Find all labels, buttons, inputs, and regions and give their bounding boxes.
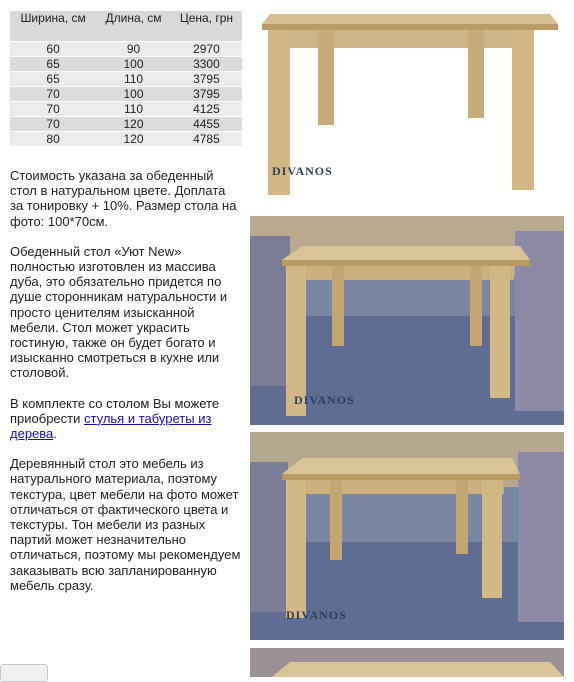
cell-price: 4125 [171,102,242,116]
cell-length: 90 [96,42,171,56]
price-table [10,10,242,147]
cell-length: 110 [96,72,171,86]
cell-width: 80 [10,132,96,146]
table-row [10,72,242,86]
cell-price: 4785 [171,132,242,146]
cell-width: 70 [10,117,96,131]
photo-watermark: DIVANOS [294,393,355,407]
accessories-end: . [53,426,57,442]
cell-price: 4455 [171,117,242,131]
cell-price: 3300 [171,57,242,71]
table-row [10,87,242,101]
scroll-control[interactable] [0,664,48,682]
material-note: Деревянный стол это мебель из натурального материала, поэтому текстура, цвет мебели на фото может отличаться от фактического цвета и текстуры. Тон мебели из разных партий может незначительно отличаться, поэтому мы рекомендуем заказывать всю запланированную мебель сразу. [10,456,241,593]
product-about: Обеденный стол «Уют New» полностью изготовлен из массива дуба, это обязательно придется по душе сторонникам натуральности и просто ценителям изысканной мебели. Стол может украсить гостиную, также он будет богато и изысканно смотреться в кухне или столовой. [10,243,228,381]
photo-watermark: DIVANOS [286,608,347,622]
cell-length: 120 [96,132,171,146]
cell-width: 70 [10,87,96,101]
photo-watermark: DIVANOS [272,164,333,178]
cell-width: 65 [10,72,96,86]
room-illustration [250,648,564,677]
accessories-note [10,396,242,442]
price-note: Стоимость указана за обеденный стол в натуральном цвете. Доплата за тонировку + 10%. Размер стола на фото: 100*70см. [10,168,237,229]
cell-length: 110 [96,102,171,116]
table-row [10,42,242,56]
cell-length: 100 [96,87,171,101]
cell-price: 3795 [171,72,242,86]
table-photo-white [250,0,564,205]
table-photo-room-1 [250,216,564,425]
cell-length: 100 [96,57,171,71]
header-length: Длина, см [96,11,171,41]
table-row [10,57,242,71]
table-row [10,102,242,116]
cell-width: 65 [10,57,96,71]
chairs-link[interactable]: стулья и табуреты из дерева [10,410,212,442]
accessories-text: В комплекте со столом Вы можете приобрести [10,395,220,426]
price-table-header [10,11,242,41]
header-price: Цена, грн [171,11,242,41]
cell-length: 120 [96,117,171,131]
cell-price: 3795 [171,87,242,101]
header-width: Ширина, см [10,11,96,41]
cell-width: 60 [10,42,96,56]
product-description [10,168,242,608]
cell-width: 70 [10,102,96,116]
table-photo-room-2 [250,432,564,640]
table-row [10,132,242,146]
table-photo-room-3 [250,648,564,677]
cell-price: 2970 [171,42,242,56]
table-row [10,117,242,131]
